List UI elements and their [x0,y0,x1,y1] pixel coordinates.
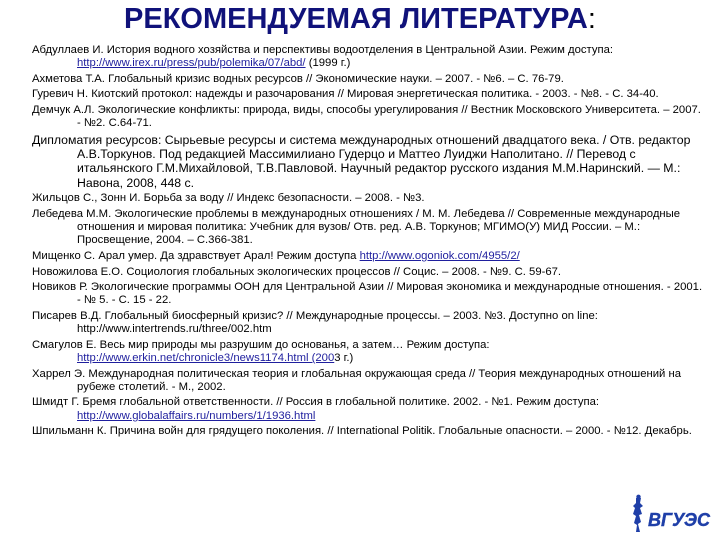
reference-text: Ахметова Т.А. Глобальный кризис водных ресурсов // Экономические науки. – 2007. - №6. – С. 76-79. [32,72,564,85]
reference-list [32,44,707,441]
reference-item [32,44,707,70]
reference-item [32,192,707,205]
reference-item [32,104,707,130]
reference-text: Гуревич Н. Киотский протокол: надежды и разочарования // Мировая энергетическая политика. - 2003. - №8. - С. 34-40. [32,88,659,101]
reference-text: Жильцов С., Зонн И. Борьба за воду // Индекс безопасности. – 2008. - №3. [32,192,425,205]
reference-text: Шмидт Г. Бремя глобальной ответственности. // Россия в глобальной политике. 2002. - №1. Режим доступа: [32,396,600,409]
reference-text: Новожилова Е.О. Социология глобальных экологических процессов // Социс. – 2008. - №9. С. 59-67. [32,265,562,278]
reference-text: Писарев В.Д. Глобальный биосферный кризис? // Международные процессы. – 2003. №3. Доступно on line: http://www.intertrends.ru/three/002.htm [32,310,598,336]
page-title-text: РЕКОМЕНДУЕМАЯ ЛИТЕРАТУРА [124,3,588,35]
logo-emblem-icon [633,498,643,532]
reference-link[interactable]: http://www.globalaffairs.ru/numbers/1/1936.html [77,409,316,422]
reference-text: Харрел Э. Международная политическая теория и глобальная окружающая среда // Теория международных отношений на рубеже столетий. - М., 2002. [32,367,682,393]
reference-text: Демчук А.Л. Экологические конфликты: природа, виды, способы урегулирования // Вестник Московского Университета. – 2007. - №2. С.64-71. [32,104,701,130]
reference-text: Мищенко С. Арал умер. Да здравствует Арал! Режим доступа [32,249,360,262]
reference-item [32,368,707,394]
reference-link[interactable]: http://www.erkin.net/chronicle3/news1174.html (200 [77,351,335,364]
reference-item [32,133,707,190]
reference-item [32,425,707,438]
logo-emblem-dot-icon [636,495,640,499]
reference-item [32,88,707,101]
reference-item [32,310,707,336]
reference-text: Лебедева М.М. Экологические проблемы в международных отношениях / М. М. Лебедева // Современные международные отношения и мировая политика: Учебник для вузов/ Отв. ред. А.В. Торкунов; МГИМО(У) МИД России. – М.: Просвещение, 2004. – С.366-381. [32,208,681,247]
logo-text: ВГУЭС [648,510,712,530]
reference-text-after: (1999 г.) [305,57,351,70]
reference-item [32,281,707,307]
reference-text: Абдуллаев И. История водного хозяйства и перспективы водоотделения в Центральной Азии. Режим доступа: [32,44,614,56]
page-title-colon: : [587,3,596,35]
reference-text: Дипломатия ресурсов: Сырьевые ресурсы и система международных отношений двадцатого века. / Отв. редактор А.В.Торкунов. Под редакцией Массимилиано Гудерцо и Маттео Луиджи Наполитано. // Перевод с итальянского Г.М.Михайловой, Т.В.Павловой. Научный редактор русского издания М.М.Наринский. — М.: Навона, 2008, 448 с. [32,132,691,190]
reference-link[interactable]: http://www.irex.ru/press/pub/polemika/07/abd/ [77,57,306,70]
reference-item [32,73,707,86]
reference-item [32,396,707,422]
university-logo [628,494,714,536]
reference-text-after: 3 г.) [334,351,354,364]
reference-link[interactable]: http://www.ogoniok.com/4955/2/ [359,249,520,262]
reference-item [32,339,707,365]
reference-item [32,208,707,247]
reference-item [32,266,707,279]
reference-text: Шпильманн К. Причина войн для грядущего поколения. // International Politik. Глобальные опасности. – 2000. - №12. Декабрь. [32,425,692,438]
page-title [0,2,720,36]
reference-text: Смагулов Е. Весь мир природы мы разрушим до основанья, а затем… Режим доступа: [32,338,490,351]
reference-item [32,250,707,263]
reference-text: Новиков Р. Экологические программы ООН для Центральной Азии // Мировая экономика и международные отношения. - 2001. - № 5. - С. 15 - 22. [32,281,703,307]
